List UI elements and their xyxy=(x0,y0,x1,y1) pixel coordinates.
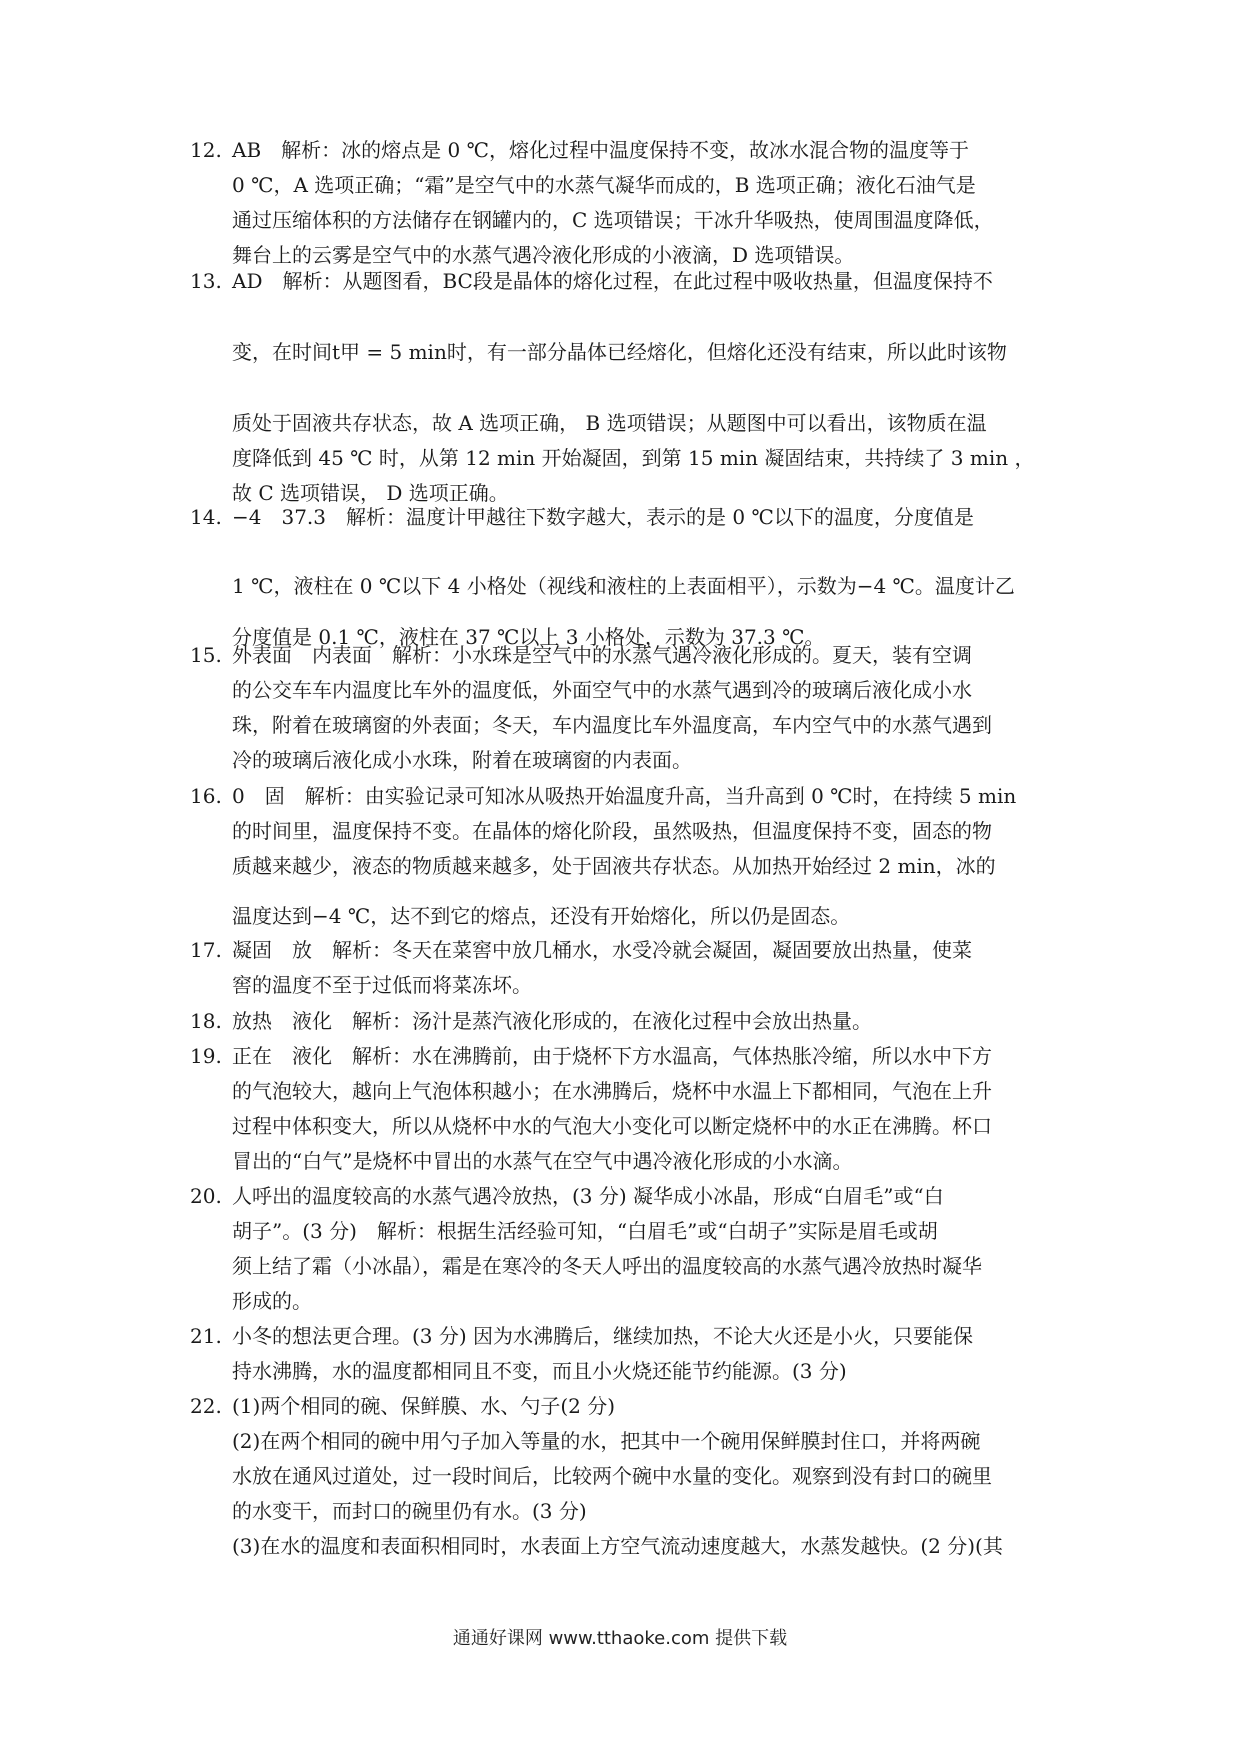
text-line: 珠，附着在玻璃窗的外表面；冬天，车内温度比车外温度高，车内空气中的水蒸气遇到 xyxy=(232,713,992,737)
answer-item-16 xyxy=(190,779,1060,934)
answer-item-13 xyxy=(190,264,1060,511)
text-line: 质越来越少，液态的物质越来越多，处于固液共存状态。从加热开始经过 2 min，冰的 xyxy=(232,854,996,878)
text-line: 故 C 选项错误， D 选项正确。 xyxy=(232,481,509,505)
text-line: 通过压缩体积的方法储存在钢罐内的，C 选项错误；干冰升华吸热，使周围温度降低， xyxy=(232,208,994,232)
answer-item-21 xyxy=(190,1319,1060,1389)
text-line: 正在 液化 解析：水在沸腾前，由于烧杯下方水温高，气体热胀冷缩，所以水中下方 xyxy=(232,1044,992,1068)
text-line: 的水变干，而封口的碗里仍有水。(3 分) xyxy=(232,1499,587,1523)
text-line: −4 37.3 解析：温度计甲越往下数字越大，表示的是 0 ℃以下的温度，分度值是 xyxy=(232,505,974,529)
text-line: 0 ℃，A 选项正确；“霜”是空气中的水蒸气凝华而成的，B 选项正确；液化石油气是 xyxy=(232,173,976,197)
text-line: 1 ℃，液柱在 0 ℃以下 4 小格处（视线和液柱的上表面相平），示数为−4 ℃。温度计乙 xyxy=(232,574,1015,598)
text-line: AB 解析：冰的熔点是 0 ℃，熔化过程中温度保持不变，故冰水混合物的温度等于 xyxy=(232,138,969,162)
text-line: 度降低到 45 ℃ 时，从第 12 min 开始凝固，到第 15 min 凝固结束，共持续了 3 min ， xyxy=(232,446,1035,470)
text-line: 水放在通风过道处，过一段时间后，比较两个碗中水量的变化。观察到没有封口的碗里 xyxy=(232,1464,992,1488)
text-line: 人呼出的温度较高的水蒸气遇冷放热，(3 分) 凝华成小冰晶，形成“白眉毛”或“白 xyxy=(232,1184,944,1208)
text-line: 须上结了霜（小冰晶），霜是在寒冷的冬天人呼出的温度较高的水蒸气遇冷放热时凝华 xyxy=(232,1254,982,1278)
item-number: 21. xyxy=(190,1324,222,1348)
text-line: 放热 液化 解析：汤汁是蒸汽液化形成的，在液化过程中会放出热量。 xyxy=(232,1009,872,1033)
item-number: 20. xyxy=(190,1184,222,1208)
text-line: 分度值是 0.1 ℃，液柱在 37 ℃以上 3 小格处，示数为 37.3 ℃。 xyxy=(232,625,825,649)
text-line: 温度达到−4 ℃，达不到它的熔点，还没有开始熔化，所以仍是固态。 xyxy=(232,904,851,928)
answer-item-22 xyxy=(190,1389,1060,1564)
text-line: 持水沸腾，水的温度都相同且不变，而且小火烧还能节约能源。(3 分) xyxy=(232,1359,847,1383)
item-body xyxy=(232,1389,1060,1564)
text-line: 变，在时间t甲 = 5 min时，有一部分晶体已经熔化，但熔化还没有结束，所以此时该物 xyxy=(232,340,1007,364)
item-body xyxy=(232,1319,1060,1389)
text-line: 窖的温度不至于过低而将菜冻坏。 xyxy=(232,973,532,997)
item-body xyxy=(232,1039,1060,1179)
text-line: 胡子”。(3 分) 解析：根据生活经验可知，“白眉毛”或“白胡子”实际是眉毛或胡 xyxy=(232,1219,938,1243)
text-line: 外表面 内表面 解析：小水珠是空气中的水蒸气遇冷液化形成的。夏天，装有空调 xyxy=(232,643,972,667)
item-body xyxy=(232,1004,1060,1039)
text-line: 凝固 放 解析：冬天在菜窖中放几桶水，水受冷就会凝固，凝固要放出热量，使菜 xyxy=(232,938,972,962)
answer-item-20 xyxy=(190,1179,1060,1319)
page-footer: 通通好课网 www.tthaoke.com 提供下载 xyxy=(452,1628,788,1649)
answer-item-15 xyxy=(190,638,1060,778)
answer-item-17 xyxy=(190,933,1060,1003)
item-number: 13. xyxy=(190,269,222,293)
item-number: 22. xyxy=(190,1394,222,1418)
item-number: 14. xyxy=(190,505,222,529)
text-line: 的公交车车内温度比车外的温度低，外面空气中的水蒸气遇到冷的玻璃后液化成小水 xyxy=(232,678,972,702)
item-number: 16. xyxy=(190,784,222,808)
text-line: 过程中体积变大，所以从烧杯中水的气泡大小变化可以断定烧杯中的水正在沸腾。杯口 xyxy=(232,1114,992,1138)
item-body xyxy=(232,638,1060,778)
item-number: 17. xyxy=(190,938,222,962)
item-body xyxy=(232,933,1060,1003)
text-line: 的时间里，温度保持不变。在晶体的熔化阶段，虽然吸热，但温度保持不变，固态的物 xyxy=(232,819,992,843)
text-line: 质处于固液共存状态，故 A 选项正确， B 选项错误；从题图中可以看出，该物质在温 xyxy=(232,411,987,435)
text-line: 舞台上的云雾是空气中的水蒸气遇冷液化形成的小液滴，D 选项错误。 xyxy=(232,243,855,267)
item-body xyxy=(232,133,1060,273)
text-line: AD 解析：从题图看，BC段是晶体的熔化过程，在此过程中吸收热量，但温度保持不 xyxy=(232,269,993,293)
text-line: 的气泡较大，越向上气泡体积越小；在水沸腾后，烧杯中水温上下都相同，气泡在上升 xyxy=(232,1079,992,1103)
item-number: 18. xyxy=(190,1009,222,1033)
answer-item-18 xyxy=(190,1004,1060,1039)
item-number: 15. xyxy=(190,643,222,667)
item-body xyxy=(232,500,1060,655)
text-line: 0 固 解析：由实验记录可知冰从吸热开始温度升高，当升高到 0 ℃时，在持续 5 min xyxy=(232,784,1017,808)
item-body xyxy=(232,779,1060,934)
item-number: 19. xyxy=(190,1044,222,1068)
item-body xyxy=(232,1179,1060,1319)
answer-item-12 xyxy=(190,133,1060,273)
text-line: (2)在两个相同的碗中用勺子加入等量的水，把其中一个碗用保鲜膜封住口，并将两碗 xyxy=(232,1429,981,1453)
text-line: 冒出的“白气”是烧杯中冒出的水蒸气在空气中遇冷液化形成的小水滴。 xyxy=(232,1149,853,1173)
text-line: (1)两个相同的碗、保鲜膜、水、勺子(2 分) xyxy=(232,1394,616,1418)
text-line: 形成的。 xyxy=(232,1289,312,1313)
answer-item-19 xyxy=(190,1039,1060,1179)
text-line: (3)在水的温度和表面积相同时，水表面上方空气流动速度越大，水蒸发越快。(2 分)(其 xyxy=(232,1534,1003,1558)
text-line: 小冬的想法更合理。(3 分) 因为水沸腾后，继续加热，不论大火还是小火，只要能保 xyxy=(232,1324,974,1348)
item-body xyxy=(232,264,1060,511)
answer-item-14 xyxy=(190,500,1060,655)
item-number: 12. xyxy=(190,138,222,162)
text-line: 冷的玻璃后液化成小水珠，附着在玻璃窗的内表面。 xyxy=(232,748,692,772)
